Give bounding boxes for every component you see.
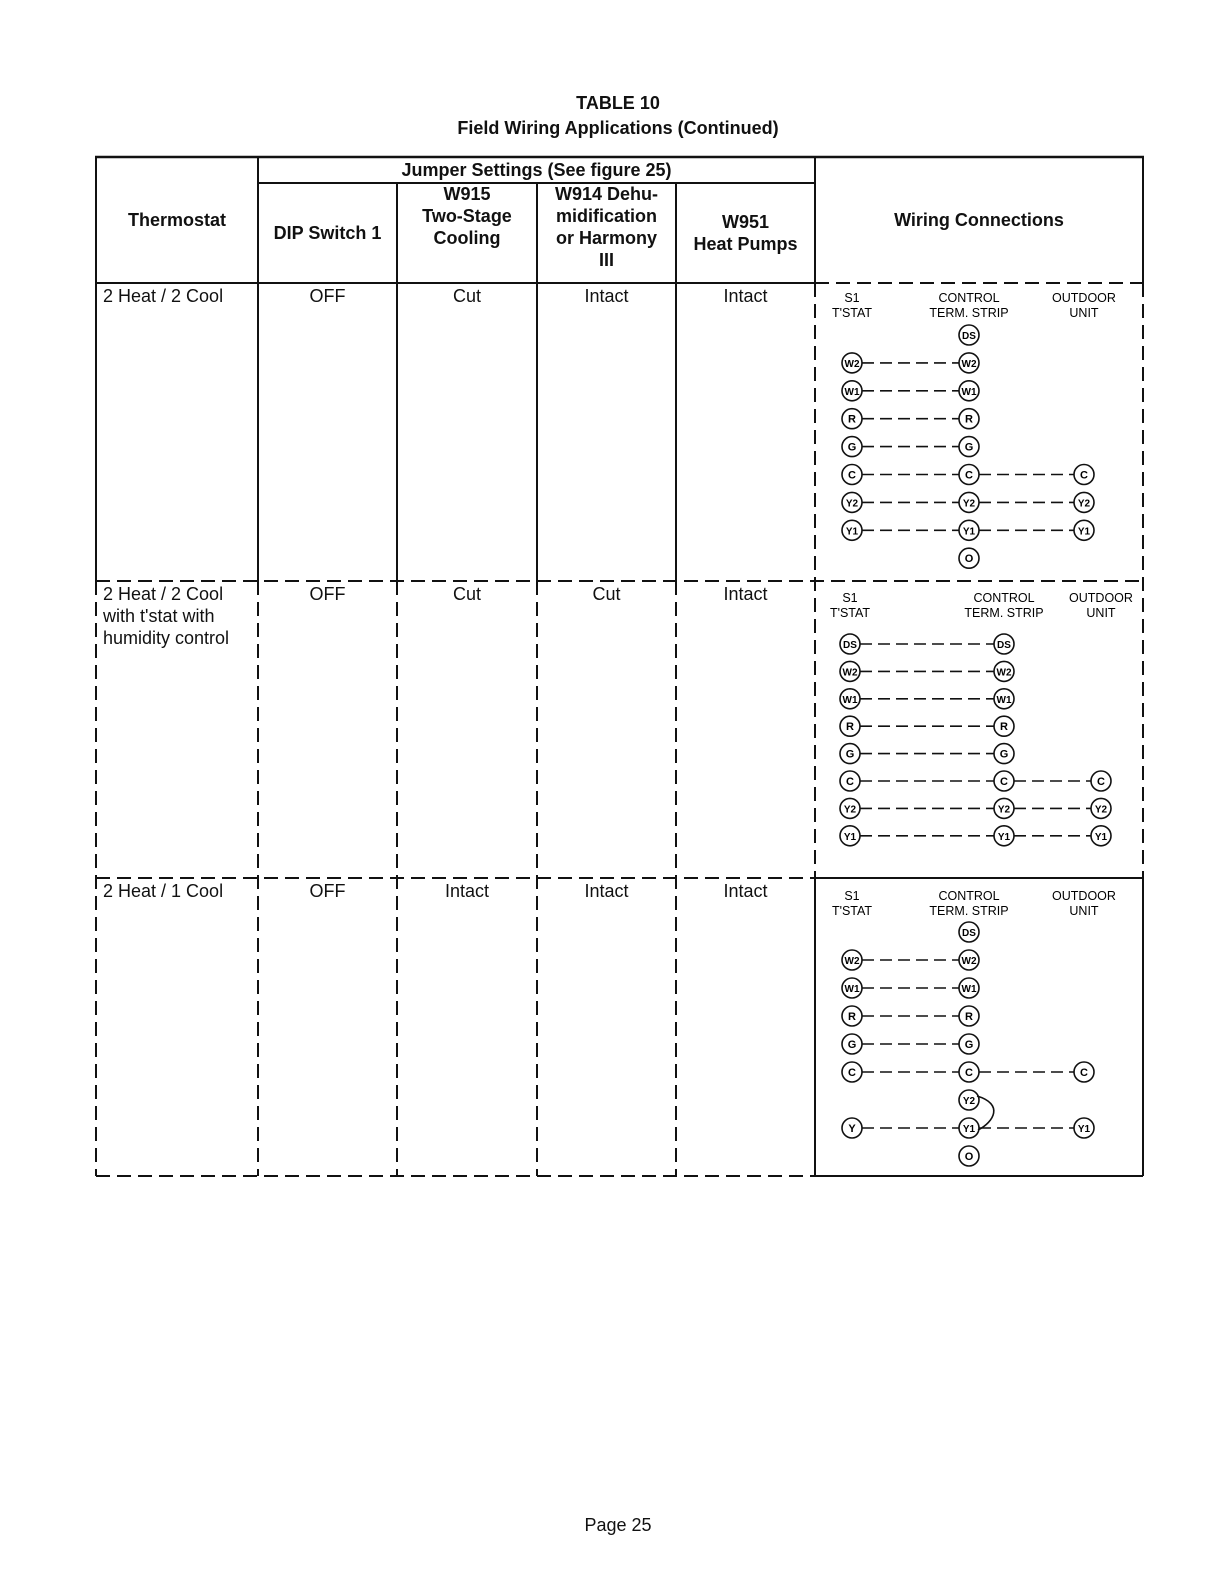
cell-thermostat: 2 Heat / 2 Cool with t'stat with humidity control <box>103 584 230 648</box>
svg-text:G: G <box>964 441 974 454</box>
label-control: CONTROL <box>938 291 1000 305</box>
cell-w915: Intact <box>444 881 490 901</box>
terminal-w1 <box>842 978 862 998</box>
wiring-diagram <box>830 591 1133 846</box>
svg-text:G: G <box>999 748 1009 761</box>
terminal-y2 <box>959 492 979 512</box>
terminal-g <box>959 1034 979 1054</box>
svg-text:Y1: Y1 <box>1094 831 1108 843</box>
svg-text:Y1: Y1 <box>997 831 1011 843</box>
terminal-o <box>959 1146 979 1166</box>
terminal-g <box>840 744 860 764</box>
cell-w914: Intact <box>584 286 629 306</box>
terminal-ds <box>959 325 979 345</box>
wiring-diagram <box>832 291 1116 568</box>
cell-w951: Intact <box>723 584 768 604</box>
label-control: TERM. STRIP <box>929 904 1009 918</box>
svg-text:C: C <box>1080 469 1088 482</box>
svg-text:Y2: Y2 <box>843 804 857 816</box>
terminal-c <box>842 1062 862 1082</box>
svg-text:DS: DS <box>997 640 1011 651</box>
svg-text:Y2: Y2 <box>962 498 976 510</box>
terminal-c <box>959 1062 979 1082</box>
cell-w951: Intact <box>723 881 768 901</box>
svg-text:R: R <box>848 1011 856 1023</box>
terminal-o <box>959 548 979 568</box>
terminal-y2 <box>994 798 1014 818</box>
terminal-y1 <box>959 1118 979 1138</box>
svg-text:R: R <box>846 721 854 734</box>
terminal-w1 <box>959 381 979 401</box>
terminal-g <box>959 437 979 457</box>
terminal-y1 <box>1074 520 1094 540</box>
label-tstat: T'STAT <box>829 606 871 620</box>
header-w914: W914 Dehu- midification or Harmony III <box>554 184 659 270</box>
terminal-c <box>959 465 979 485</box>
svg-text:DS: DS <box>962 331 976 342</box>
svg-text:Y2: Y2 <box>962 1096 976 1107</box>
label-outdoor: OUTDOOR <box>1052 291 1116 305</box>
cell-thermostat: 2 Heat / 2 Cool <box>103 286 224 306</box>
cell-w914: Cut <box>592 584 621 604</box>
terminal-y1 <box>840 826 860 846</box>
svg-text:W1: W1 <box>844 386 860 398</box>
svg-text:C: C <box>848 1067 856 1079</box>
svg-text:W1: W1 <box>842 694 858 706</box>
terminal-c <box>1074 1062 1094 1082</box>
terminal-r <box>840 716 860 736</box>
svg-text:C: C <box>848 469 856 482</box>
terminal-c <box>842 465 862 485</box>
terminal-w1 <box>840 689 860 709</box>
terminal-c <box>840 771 860 791</box>
svg-text:C: C <box>1097 776 1105 788</box>
terminal-y2 <box>959 1090 979 1110</box>
svg-text:DS: DS <box>843 640 857 651</box>
label-outdoor: UNIT <box>1069 904 1099 918</box>
header-jumper-settings: Jumper Settings (See figure 25) <box>401 160 672 180</box>
label-outdoor: UNIT <box>1086 606 1116 620</box>
svg-text:Y1: Y1 <box>1077 526 1091 538</box>
terminal-r <box>842 409 862 429</box>
label-control: TERM. STRIP <box>964 606 1044 620</box>
terminal-y1 <box>1074 1118 1094 1138</box>
terminal-y1 <box>959 520 979 540</box>
terminal-w1 <box>959 978 979 998</box>
terminal-w2 <box>842 353 862 373</box>
table-number: TABLE 10 <box>576 93 660 113</box>
header-thermostat: Thermostat <box>127 210 226 230</box>
terminal-w2 <box>959 950 979 970</box>
header-dip-switch: DIP Switch 1 <box>273 223 382 243</box>
svg-text:Y2: Y2 <box>845 498 859 510</box>
svg-text:W2: W2 <box>996 667 1012 679</box>
svg-text:Y2: Y2 <box>1094 804 1108 816</box>
svg-text:C: C <box>965 1067 973 1079</box>
label-tstat: T'STAT <box>831 306 873 320</box>
label-control: CONTROL <box>938 889 1000 903</box>
svg-text:G: G <box>964 1039 974 1051</box>
terminal-y2 <box>1074 492 1094 512</box>
svg-text:W1: W1 <box>961 984 977 995</box>
svg-text:Y1: Y1 <box>1077 1124 1091 1135</box>
svg-text:W2: W2 <box>844 956 860 967</box>
svg-text:Y2: Y2 <box>1077 498 1091 510</box>
terminal-y1 <box>842 520 862 540</box>
terminal-y2 <box>1091 798 1111 818</box>
label-outdoor: UNIT <box>1069 306 1099 320</box>
cell-dip: OFF <box>309 584 346 604</box>
svg-text:Y2: Y2 <box>997 804 1011 816</box>
svg-text:W2: W2 <box>844 358 860 370</box>
label-tstat: S1 <box>844 291 860 305</box>
terminal-r <box>959 1006 979 1026</box>
terminal-w1 <box>994 689 1014 709</box>
label-tstat: S1 <box>842 591 858 605</box>
terminal-ds <box>959 922 979 942</box>
terminal-w2 <box>994 661 1014 681</box>
svg-text:C: C <box>1080 1067 1088 1079</box>
svg-text:Y1: Y1 <box>962 526 976 538</box>
svg-text:O: O <box>964 553 974 566</box>
svg-text:R: R <box>1000 721 1008 734</box>
wiring-diagram <box>832 889 1116 1166</box>
terminal-w1 <box>842 381 862 401</box>
header-w915: W915 Two-Stage Cooling <box>422 184 512 248</box>
terminal-c <box>1091 771 1111 791</box>
cell-w915: Cut <box>452 584 481 604</box>
terminal-ds <box>994 634 1014 654</box>
terminal-r <box>994 716 1014 736</box>
terminal-y2 <box>842 492 862 512</box>
label-tstat: S1 <box>844 889 860 903</box>
label-outdoor: OUTDOOR <box>1069 591 1133 605</box>
terminal-y2 <box>840 798 860 818</box>
terminal-r <box>959 409 979 429</box>
terminal-y <box>842 1118 862 1138</box>
cell-w915: Cut <box>452 286 481 306</box>
cell-thermostat: 2 Heat / 1 Cool <box>103 881 224 901</box>
svg-text:W2: W2 <box>961 956 977 967</box>
svg-text:Y: Y <box>848 1123 856 1135</box>
svg-text:O: O <box>964 1151 974 1163</box>
svg-text:Y1: Y1 <box>845 526 859 538</box>
svg-text:W2: W2 <box>842 667 858 679</box>
svg-text:G: G <box>845 748 855 761</box>
terminal-c <box>994 771 1014 791</box>
terminal-w2 <box>842 950 862 970</box>
svg-text:W2: W2 <box>961 358 977 370</box>
svg-text:C: C <box>846 776 854 788</box>
label-control: TERM. STRIP <box>929 306 1009 320</box>
svg-text:W1: W1 <box>844 984 860 995</box>
label-control: CONTROL <box>973 591 1035 605</box>
svg-text:R: R <box>848 413 856 426</box>
label-tstat: T'STAT <box>831 904 873 918</box>
terminal-g <box>842 1034 862 1054</box>
terminal-w2 <box>959 353 979 373</box>
cell-dip: OFF <box>309 881 346 901</box>
svg-text:R: R <box>965 413 973 426</box>
terminal-g <box>842 437 862 457</box>
svg-text:R: R <box>965 1011 973 1023</box>
svg-text:C: C <box>1000 776 1008 788</box>
svg-text:C: C <box>965 469 973 482</box>
header-w951: W951 Heat Pumps <box>693 212 798 254</box>
terminal-r <box>842 1006 862 1026</box>
svg-text:W1: W1 <box>996 694 1012 706</box>
terminal-y1 <box>1091 826 1111 846</box>
svg-text:DS: DS <box>962 928 976 939</box>
terminal-w2 <box>840 661 860 681</box>
page-number: Page 25 <box>584 1515 652 1535</box>
svg-text:G: G <box>847 441 857 454</box>
terminal-ds <box>840 634 860 654</box>
header-wiring: Wiring Connections <box>894 210 1064 230</box>
svg-text:Y1: Y1 <box>962 1124 976 1135</box>
svg-text:G: G <box>847 1039 857 1051</box>
table-caption: Field Wiring Applications (Continued) <box>457 118 779 138</box>
svg-text:W1: W1 <box>961 386 977 398</box>
label-outdoor: OUTDOOR <box>1052 889 1116 903</box>
cell-w951: Intact <box>723 286 768 306</box>
terminal-c <box>1074 465 1094 485</box>
cell-w914: Intact <box>584 881 629 901</box>
terminal-g <box>994 744 1014 764</box>
cell-dip: OFF <box>309 286 346 306</box>
terminal-y1 <box>994 826 1014 846</box>
svg-text:Y1: Y1 <box>843 831 857 843</box>
